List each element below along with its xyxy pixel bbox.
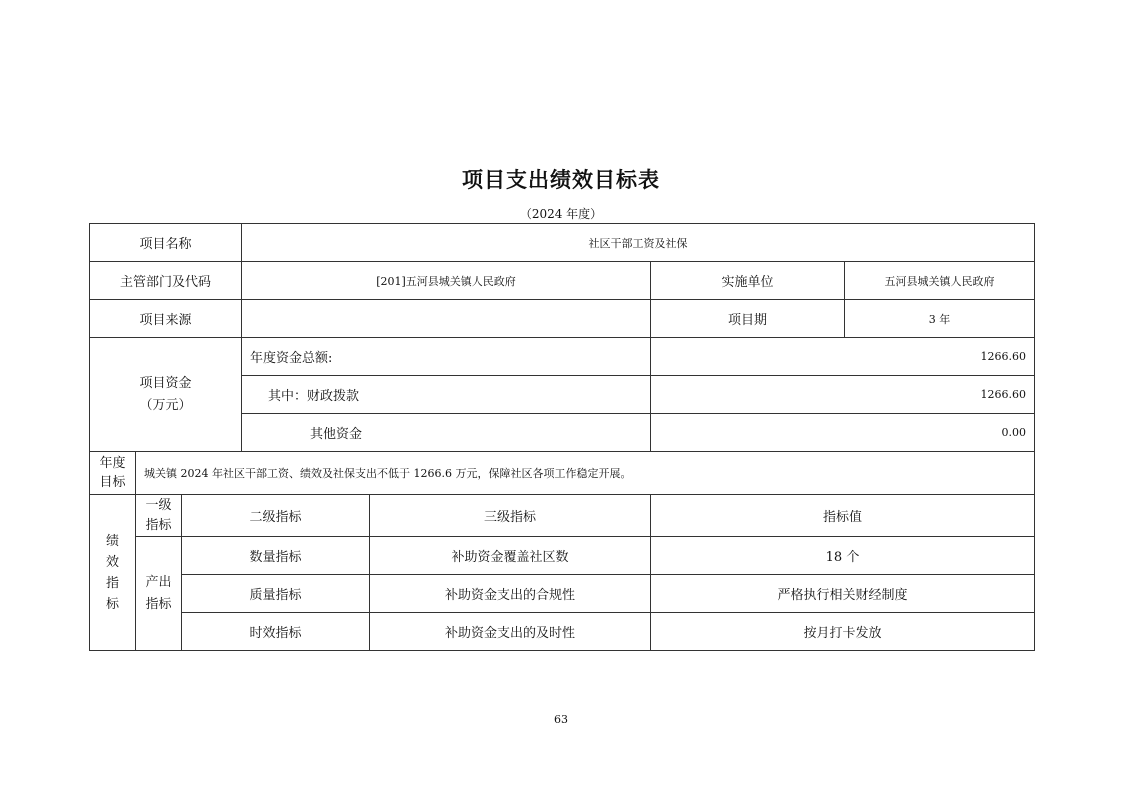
level3-header: 三级指标 [370,495,651,537]
project-period-value: 3 年 [845,300,1035,338]
output-indicator-label [136,537,182,651]
implementing-unit-label: 实施单位 [651,262,845,300]
indicator-level2: 质量指标 [182,575,370,613]
department-row [90,262,1035,300]
project-funds-label-line2: （万元） [139,397,192,413]
project-source-value [242,300,651,338]
annual-goal-row [90,452,1035,495]
project-funds-label-line1: 项目资金 [139,375,192,391]
level1-header-line2: 指标 [145,517,172,533]
fiscal-appropriation-label: 其中：财政拨款 [242,376,651,414]
level1-header [136,495,182,537]
project-name-row [90,224,1035,262]
perf-label-char: 绩 [105,533,119,549]
annual-goal-label [90,452,136,495]
annual-goal-label-line2: 目标 [99,475,126,490]
level2-header: 二级指标 [182,495,370,537]
indicator-value: 18 个 [651,537,1035,575]
performance-indicators-label [90,495,136,651]
other-funds-value: 0.00 [651,414,1035,452]
implementing-unit-value: 五河县城关镇人民政府 [845,262,1035,300]
indicator-level3: 补助资金支出的合规性 [370,575,651,613]
indicator-level3: 补助资金支出的及时性 [370,613,651,651]
indicator-value: 按月打卡发放 [651,613,1035,651]
indicator-value: 严格执行相关财经制度 [651,575,1035,613]
indicator-row [90,613,1035,651]
project-name-label: 项目名称 [90,224,242,262]
output-indicator-label-line1: 产出 [145,574,172,590]
level1-header-line1: 一级 [145,497,172,513]
indicator-header-row [90,495,1035,537]
annual-total-row [90,338,1035,376]
indicator-row [90,537,1035,575]
project-period-label: 项目期 [651,300,845,338]
page-title: 项目支出绩效目标表 [462,168,660,192]
annual-goal-text: 城关镇 2024 年社区干部工资、绩效及社保支出不低于 1266.6 万元，保障社区各项工作稳定开展。 [136,452,1035,495]
perf-label-char: 标 [105,596,119,612]
annual-total-label: 年度资金总额: [242,338,651,376]
performance-target-table [89,223,1035,651]
other-funds-label: 其他资金 [242,414,651,452]
indicator-level3: 补助资金覆盖社区数 [370,537,651,575]
indicator-level2: 时效指标 [182,613,370,651]
indicator-row [90,575,1035,613]
project-name-value: 社区干部工资及社保 [242,224,1035,262]
perf-label-char: 指 [105,575,119,591]
page-number: 63 [554,713,568,726]
output-indicator-label-line2: 指标 [145,596,172,612]
perf-label-char: 效 [105,554,119,570]
indicator-level2: 数量指标 [182,537,370,575]
project-source-label: 项目来源 [90,300,242,338]
annual-goal-label-line1: 年度 [99,456,126,471]
fiscal-year: （2024 年度） [519,207,603,221]
annual-total-value: 1266.60 [651,338,1035,376]
department-value: [201]五河县城关镇人民政府 [242,262,651,300]
fiscal-appropriation-value: 1266.60 [651,376,1035,414]
project-funds-label [90,338,242,452]
source-row [90,300,1035,338]
indicator-value-header: 指标值 [651,495,1035,537]
department-label: 主管部门及代码 [90,262,242,300]
